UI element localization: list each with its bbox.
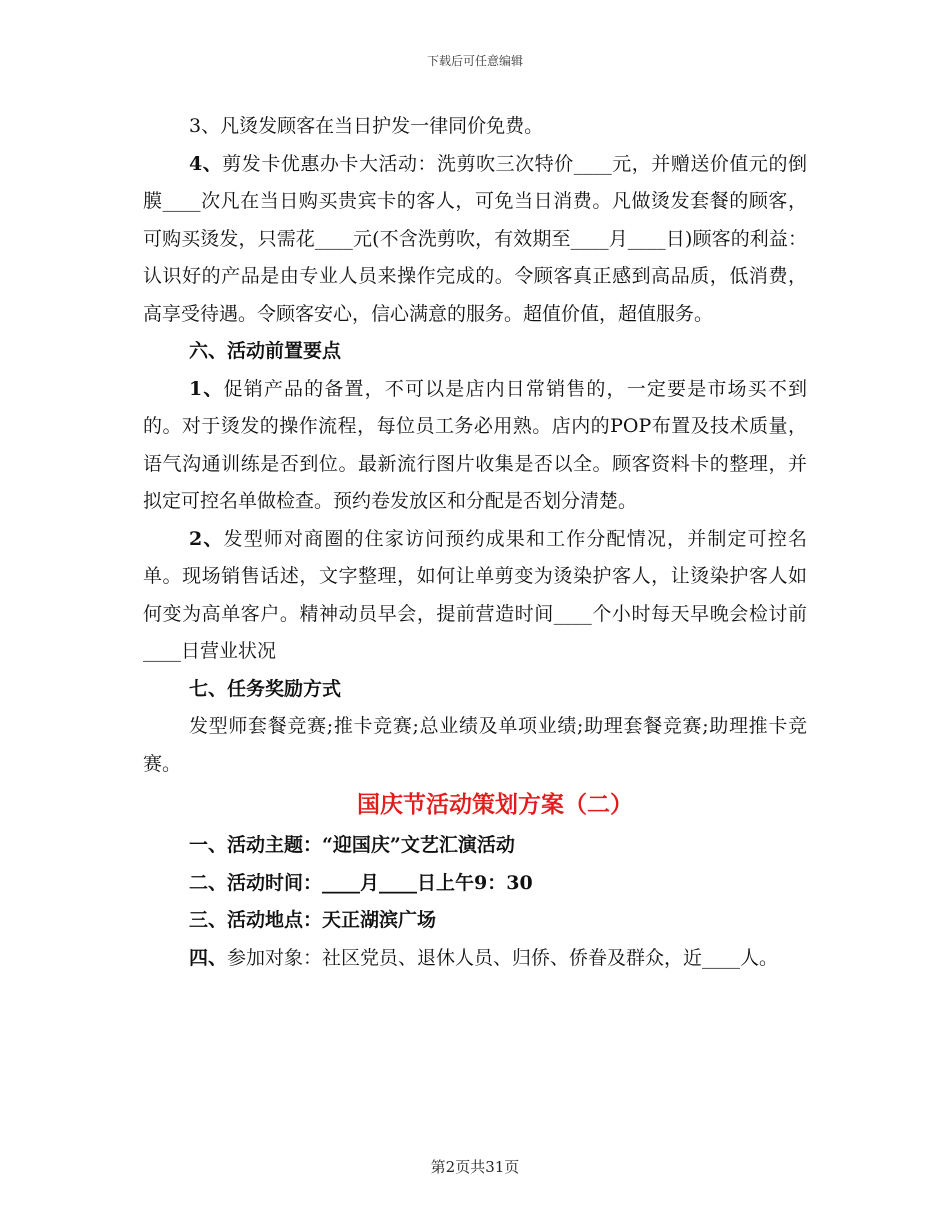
paragraph-4-number: 2、 xyxy=(189,527,224,550)
paragraph-2 xyxy=(143,146,807,334)
paragraph-2-text: 剪发卡优惠办卡大活动：洗剪吹三次特价____元，并赠送价值元的倒膜____次凡在当日购买贵宾卡的客人，可免当日消费。凡做烫发套餐的顾客，可购买烫发，只需花____元(不含洗剪吹，有效期至____月____日)顾客的利益：认识好的产品是由专业人员来操作完成的。令顾客真正感到高品质，低消费，高享受待遇。令顾客安心，信心满意的服务。超值价值，超值服务。 xyxy=(143,152,807,325)
paragraph-2-number: 4、 xyxy=(189,152,223,175)
section-2-time: 二、活动时间：____月____日上午9：30 xyxy=(189,871,533,894)
page-footer: 第2页共31页 xyxy=(430,1158,520,1176)
paragraph-4-text: 发型师对商圈的住家访问预约成果和工作分配情况，并制定可控名单。现场销售话述，文字整理，如何让单剪变为烫染护客人，让烫染护客人如何变为高单客户。精神动员早会，提前营造时间____个小时每天早晚会检讨前____日营业状况 xyxy=(143,527,807,662)
paragraph-3-text: 促销产品的备置，不可以是店内日常销售的，一定要是市场买不到的。对于烫发的操作流程，每位员工务必用熟。店内的POP布置及技术质量，语气沟通训练是否到位。最新流行图片收集是否以全。顾客资料卡的整理，并拟定可控名单做检查。预约卷发放区和分配是否划分清楚。 xyxy=(143,377,807,512)
section-3-location: 三、活动地点：天正湖滨广场 xyxy=(189,909,437,931)
document-title-2: 国庆节活动策划方案（二） xyxy=(357,791,633,818)
section-heading-7: 七、任务奖励方式 xyxy=(189,677,342,700)
document-body xyxy=(143,108,807,977)
paragraph-5: 发型师套餐竞赛;推卡竞赛;总业绩及单项业绩;助理套餐竞赛;助理推卡竞赛。 xyxy=(143,715,807,775)
section-4-participants xyxy=(143,940,807,978)
paragraph-3-number: 1、 xyxy=(189,377,224,400)
paragraph-4 xyxy=(143,521,807,671)
section-1-theme: 一、活动主题：“迎国庆”文艺汇演活动 xyxy=(189,834,515,856)
paragraph-3 xyxy=(143,371,807,521)
section-heading-6: 六、活动前置要点 xyxy=(189,340,342,362)
page-header: 下载后可任意编辑 xyxy=(426,54,523,68)
section-4-text: 参加对象：社区党员、退休人员、归侨、侨眷及群众，近____人。 xyxy=(227,946,779,969)
paragraph-1: 3、凡烫发顾客在当日护发一律同价免费。 xyxy=(189,115,544,137)
section-4-number: 四、 xyxy=(189,946,228,969)
